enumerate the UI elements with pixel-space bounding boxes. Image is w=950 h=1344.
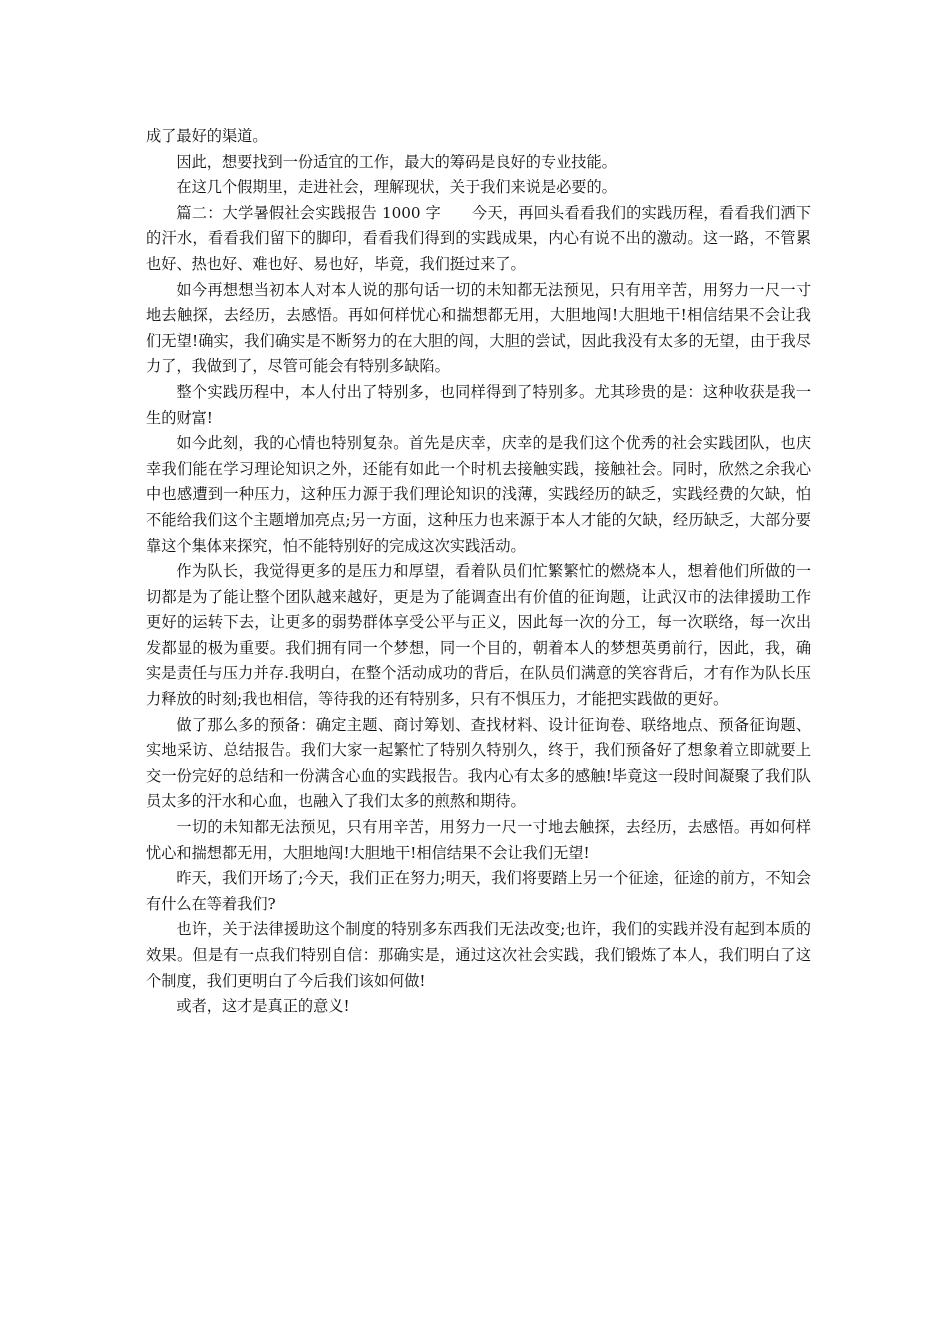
paragraph-confidence: 也许，关于法律援助这个制度的特别多东西我们无法改变;也许，我们的实践并没有起到本质的效果。但是有一点我们特别自信：那确实是，通过这次社会实践，我们锻炼了本人，我们明白了这个制度，我们更明白了今后我们该如何做!	[146, 920, 811, 990]
paragraph-journey: 昨天，我们开场了;今天，我们正在努力;明天，我们将要踏上另一个征途，征途的前方，不知会有什么在等着我们?	[146, 869, 811, 913]
paragraph-conclusion: 或者，这才是真正的意义!	[176, 997, 350, 1016]
paragraph-feelings: 如今此刻，我的心情也特别复杂。首先是庆幸，庆幸的是我们这个优秀的社会实践团队，也庆幸我们能在学习理论知识之外，还能有如此一个时机去接触实践，接触社会。同时，欣然之余我心中也感遭到一种压力，这种压力源于我们理论知识的浅薄，实践经历的缺乏，实践经费的欠缺，怕不能给我们这个主题增加亮点;另一方面，这种压力也来源于本人才能的欠缺，经历缺乏，大部分要靠这个集体来探究，怕不能特别好的完成这次实践活动。	[146, 434, 811, 555]
paragraph-holidays: 在这几个假期里，走进社会，理解现状，关于我们来说是必要的。	[176, 178, 617, 197]
paragraph-gains: 整个实践历程中，本人付出了特别多，也同样得到了特别多。尤其珍贵的是：这种收获是我一生的财富!	[146, 382, 811, 427]
paragraph-reflection: 如今再想想当初本人对本人说的那句话一切的未知都无法预见，只有用辛苦，用努力一尺一寸地去触探，去经历，去感悟。再如何样忧心和揣想都无用，大胆地闯!大胆地干!相信结果不会让我们无望!确实，我们确实是不断努力的在大胆的闯，大胆的尝试，因此我没有太多的无望，由于我尽力了，我做到了，尽管可能会有特别多缺陷。	[146, 280, 811, 376]
paragraph-unknown: 一切的未知都无法预见，只有用辛苦，用努力一尺一寸地去触探，去经历，去感悟。再如何样忧心和揣想都无用，大胆地闯!大胆地干!相信结果不会让我们无望!	[146, 818, 811, 862]
paragraph-skills: 因此，想要找到一份适宜的工作，最大的筹码是良好的专业技能。	[176, 152, 617, 171]
paragraph-team-leader: 作为队长，我觉得更多的是压力和厚望，看着队员们忙繁繁忙的燃烧本人，想着他们所做的一切都是为了能让整个团队越来越好，更是为了能调查出有价值的征询题，让武汉市的法律援助工作更好的运转下去，让更多的弱势群体享受公平与正义，因此每一次的分工，每一次联络，每一次出发都显的极为重要。我们拥有同一个梦想，同一个目的，朝着本人的梦想英勇前行，因此，我，确实是责任与压力并存.我明白，在整个活动成功的背后，在队员们满意的笑容背后，才有作为队长压力释放的时刻;我也相信，等待我的还有特别多，只有不惧压力，才能把实践做的更好。	[146, 562, 811, 709]
paragraph-preparation: 做了那么多的预备：确定主题、商讨筹划、查找材料、设计征询卷、联络地点、预备征询题、实地采访、总结报告。我们大家一起繁忙了特别久特别久，终于，我们预备好了想象着立即就要上交一份完好的总结和一份满含心血的实践报告。我内心有太多的感触!毕竟这一段时间凝聚了我们队员太多的汗水和心血，也融入了我们太多的煎熬和期待。	[146, 715, 811, 811]
paragraph-continuation: 成了最好的渠道。	[146, 127, 268, 145]
document-body	[146, 124, 811, 1020]
paragraph-section-two-intro: 篇二：大学暑假社会实践报告 1000 字 今天，再回头看看我们的实践历程，看看我们洒下的汗水，看看我们留下的脚印，看看我们得到的实践成果，内心有说不出的激动。这一路，不管累也好、热也好、难也好、易也好，毕竟，我们挺过来了。	[146, 203, 811, 273]
